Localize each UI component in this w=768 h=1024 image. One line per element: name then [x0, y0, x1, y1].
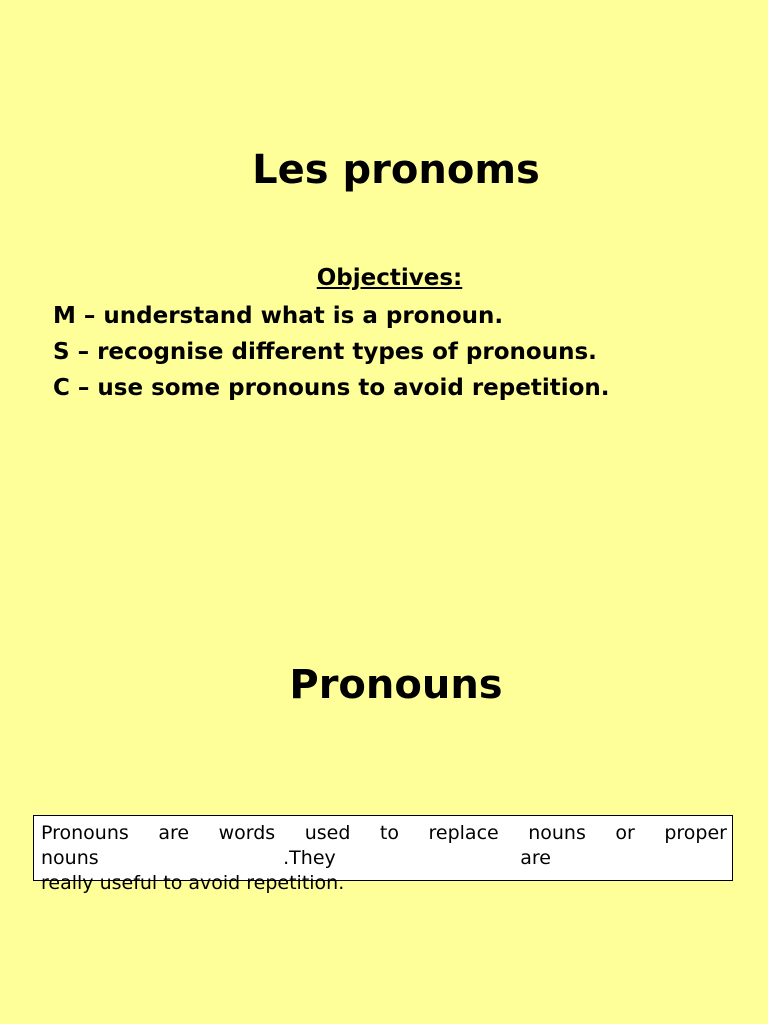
- definition-line: [41, 846, 551, 871]
- slide-title: Pronouns: [289, 662, 503, 708]
- definition-word: replace: [428, 822, 499, 844]
- definition-word: are: [158, 822, 190, 844]
- slide-2: [0, 512, 768, 1024]
- definition-word: nouns: [41, 847, 99, 869]
- objective-could: C – use some pronouns to avoid repetition.: [53, 375, 610, 401]
- definition-word: nouns: [528, 822, 586, 844]
- objectives-list: [53, 298, 610, 406]
- definition-word: or: [615, 822, 635, 844]
- definition-word: to: [379, 822, 399, 844]
- definition-word: are: [520, 847, 551, 869]
- definition-line: [41, 821, 727, 846]
- slide-title: Les pronoms: [252, 147, 540, 193]
- definition-word: words: [218, 822, 276, 844]
- definition-text: [41, 821, 727, 896]
- definition-word: proper: [664, 822, 727, 844]
- objectives-heading: Objectives:: [316, 265, 463, 291]
- definition-line: really useful to avoid repetition.: [41, 872, 345, 894]
- objective-should: S – recognise different types of pronouns.: [53, 339, 597, 365]
- objective-must: M – understand what is a pronoun.: [53, 303, 504, 329]
- definition-word: used: [304, 822, 351, 844]
- definition-word: Pronouns: [41, 822, 129, 844]
- definition-word: .They: [283, 847, 336, 869]
